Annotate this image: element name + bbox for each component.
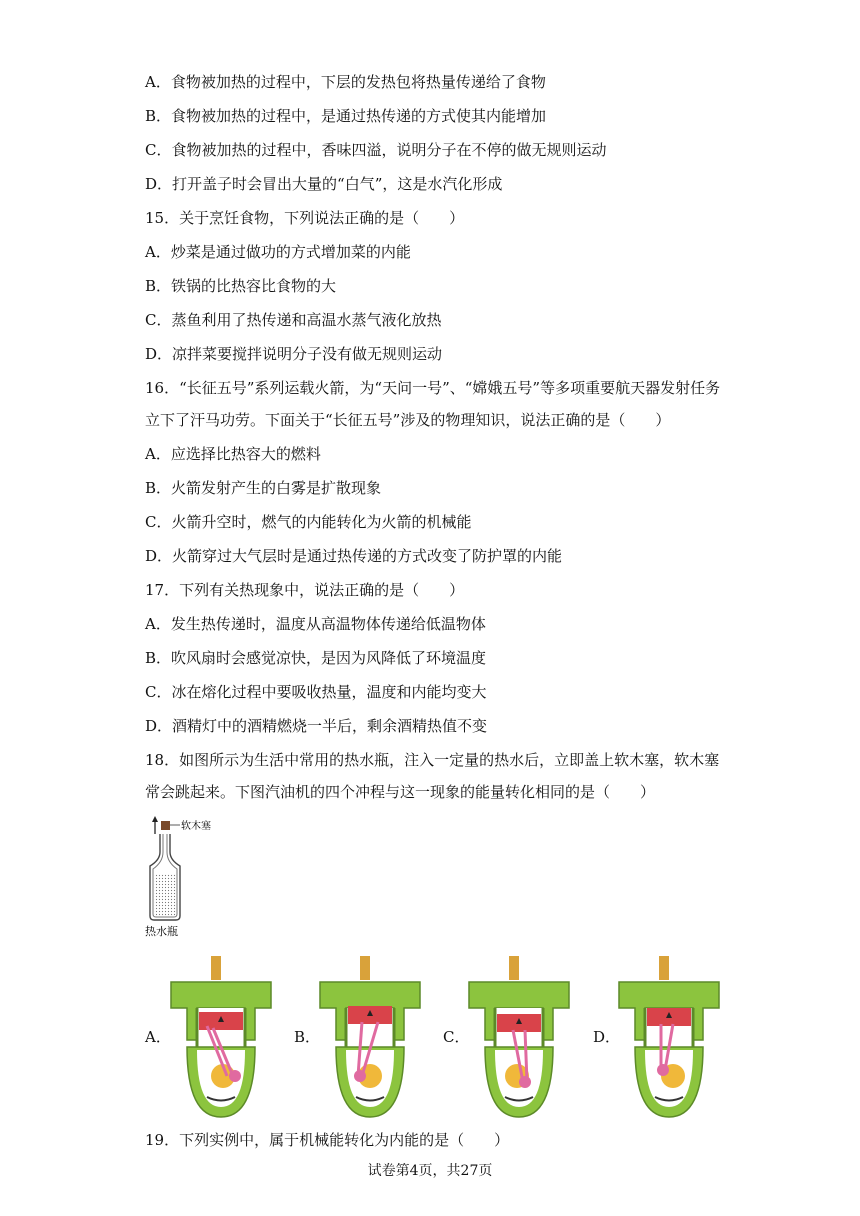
question-16: 16．“长征五号”系列运载火箭，为“天问一号”、“嫦娥五号”等多项重要航天器发射任务 <box>145 379 721 397</box>
question-19: 19．下列实例中，属于机械能转化为内能的是（ ） <box>145 1131 510 1149</box>
option-b-label: B． <box>294 1028 321 1046</box>
option-line: D．凉拌菜要搅拌说明分子没有做无规则运动 <box>145 345 443 363</box>
engine-stroke-b <box>312 952 428 1124</box>
question-18: 18．如图所示为生活中常用的热水瓶，注入一定量的热水后，立即盖上软木塞，软木塞 <box>145 751 720 769</box>
question-15: 15．关于烹饪食物，下列说法正确的是（ ） <box>145 209 465 227</box>
option-line: A．应选择比热容大的燃料 <box>145 445 321 463</box>
question-18-cont: 常会跳起来。下图汽油机的四个冲程与这一现象的能量转化相同的是（ ） <box>145 783 656 801</box>
question-17: 17．下列有关热现象中，说法正确的是（ ） <box>145 581 465 599</box>
engine-stroke-c <box>461 952 577 1124</box>
option-line: B．火箭发射产生的白雾是扩散现象 <box>145 479 382 497</box>
option-line: B．食物被加热的过程中，是通过热传递的方式使其内能增加 <box>145 107 547 125</box>
option-d-label: D． <box>593 1028 621 1046</box>
option-line: C．食物被加热的过程中，香味四溢，说明分子在不停的做无规则运动 <box>145 141 607 159</box>
option-c-label: C． <box>443 1028 470 1046</box>
option-line: A．发生热传递时，温度从高温物体传递给低温物体 <box>145 615 486 633</box>
question-16-cont: 立下了汗马功劳。下面关于“长征五号”涉及的物理知识，说法正确的是（ ） <box>145 411 671 429</box>
cork-shape <box>161 821 170 830</box>
option-a-label: A． <box>145 1028 171 1046</box>
option-line: A．食物被加热的过程中，下层的发热包将热量传递给了食物 <box>145 73 546 91</box>
engine-stroke-d <box>611 952 727 1124</box>
bottle-label: 热水瓶 <box>145 925 178 938</box>
option-line: C．冰在熔化过程中要吸收热量，温度和内能均变大 <box>145 683 487 701</box>
option-line: A．炒菜是通过做功的方式增加菜的内能 <box>145 243 411 261</box>
option-line: D．酒精灯中的酒精燃烧一半后，剩余酒精热值不变 <box>145 717 488 735</box>
thermos-flask-figure <box>140 814 220 938</box>
option-line: C．火箭升空时，燃气的内能转化为火箭的机械能 <box>145 513 472 531</box>
cork-label: 软木塞 <box>181 821 211 832</box>
option-line: D．火箭穿过大气层时是通过热传递的方式改变了防护罩的内能 <box>145 547 563 565</box>
option-line: B．铁锅的比热容比食物的大 <box>145 277 337 295</box>
page-footer: 试卷第4页，共27页 <box>367 1163 493 1179</box>
option-line: B．吹风扇时会感觉凉快，是因为风降低了环境温度 <box>145 649 487 667</box>
option-line: D．打开盖子时会冒出大量的“白气”，这是水汽化形成 <box>145 175 503 193</box>
option-line: C．蒸鱼利用了热传递和高温水蒸气液化放热 <box>145 311 442 329</box>
engine-stroke-a <box>163 952 279 1124</box>
